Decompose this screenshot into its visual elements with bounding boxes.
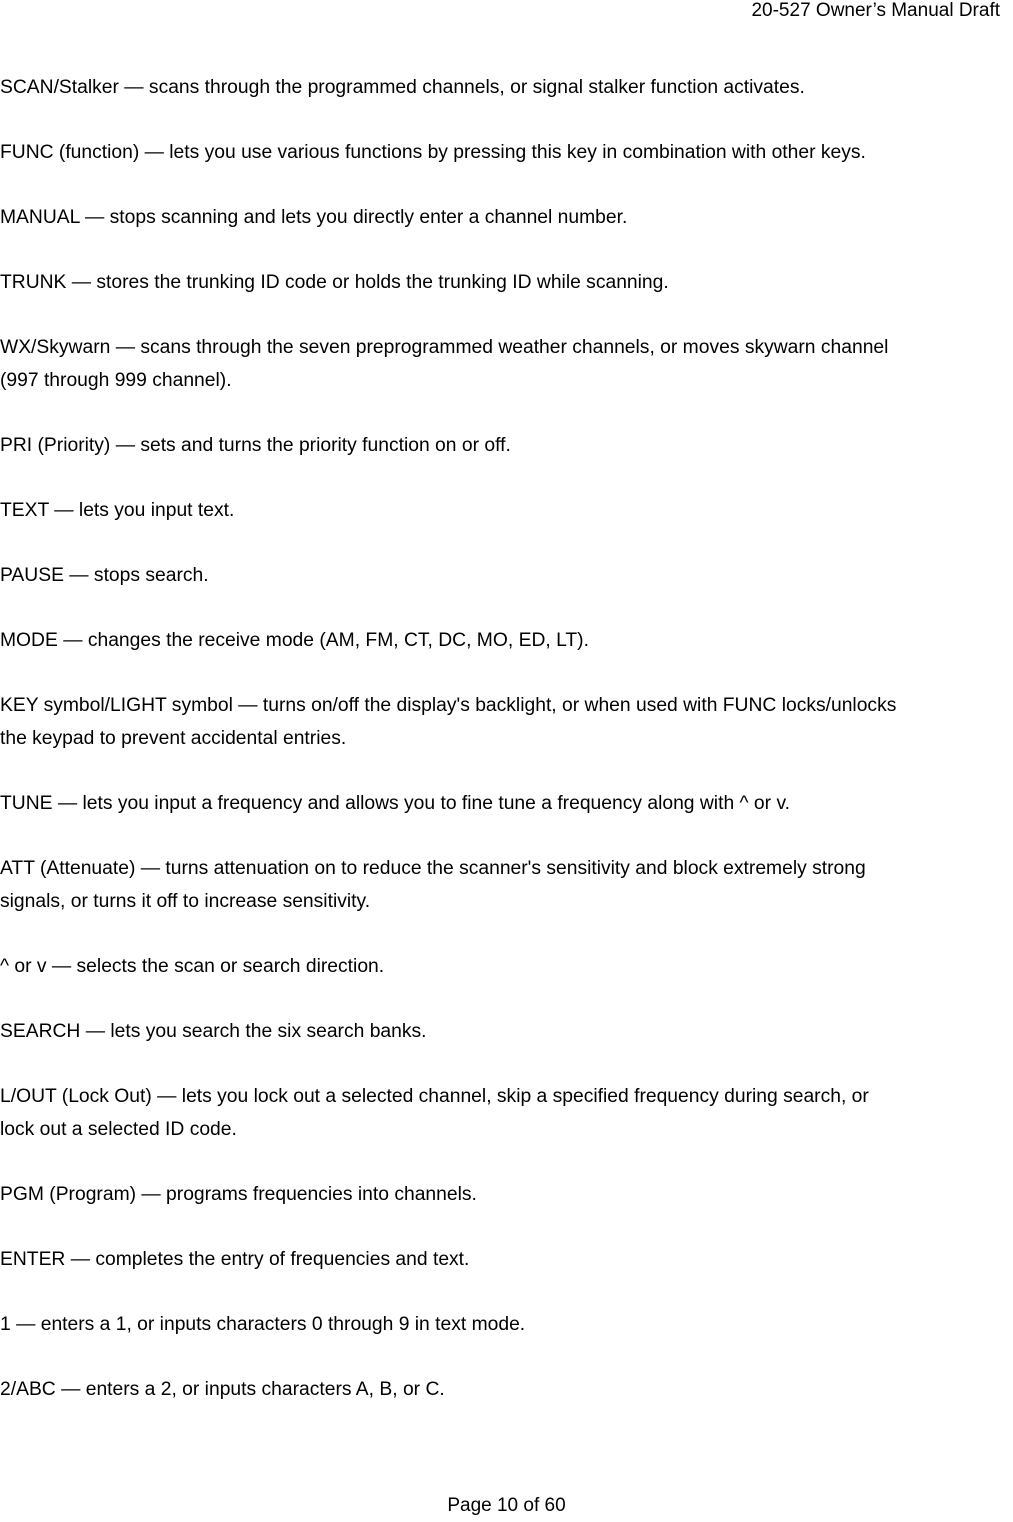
paragraph-line: ENTER — completes the entry of frequencies and text. (0, 1249, 470, 1270)
paragraph-line: (997 through 999 channel). (0, 370, 232, 391)
paragraph-line: L/OUT (Lock Out) — lets you lock out a selected channel, skip a specified frequency during search, or (0, 1086, 869, 1107)
key-description-paragraph (0, 429, 1013, 462)
key-description-paragraph (0, 559, 1013, 592)
paragraph-line: MODE — changes the receive mode (AM, FM, CT, DC, MO, ED, LT). (0, 630, 589, 651)
key-description-paragraph (0, 950, 1013, 983)
paragraph-line: TUNE — lets you input a frequency and allows you to fine tune a frequency along with ^ or v. (0, 793, 791, 814)
key-description-paragraph (0, 787, 1013, 820)
paragraph-line: WX/Skywarn — scans through the seven preprogrammed weather channels, or moves skywarn channel (0, 337, 889, 358)
key-description-paragraph (0, 71, 1013, 104)
paragraph-line: PGM (Program) — programs frequencies into channels. (0, 1184, 477, 1205)
key-description-paragraph (0, 852, 1013, 918)
page-number: Page 10 of 60 (447, 1495, 566, 1516)
paragraph-line: KEY symbol/LIGHT symbol — turns on/off the display's backlight, or when used with FUNC locks/unlocks (0, 695, 897, 716)
paragraph-line: FUNC (function) — lets you use various functions by pressing this key in combination with other keys. (0, 142, 866, 163)
paragraph-line: signals, or turns it off to increase sensitivity. (0, 891, 371, 912)
paragraph-line: the keypad to prevent accidental entries. (0, 728, 347, 749)
paragraph-line: 1 — enters a 1, or inputs characters 0 through 9 in text mode. (0, 1314, 526, 1335)
paragraph-line: SEARCH — lets you search the six search banks. (0, 1021, 427, 1042)
key-description-paragraph (0, 624, 1013, 657)
key-description-paragraph (0, 331, 1013, 397)
key-description-paragraph (0, 1080, 1013, 1146)
key-description-paragraph (0, 689, 1013, 755)
key-description-paragraph (0, 1178, 1013, 1211)
paragraph-line: PAUSE — stops search. (0, 565, 209, 586)
paragraph-line: ATT (Attenuate) — turns attenuation on to reduce the scanner's sensitivity and block extremely strong (0, 858, 866, 879)
paragraph-line: TRUNK — stores the trunking ID code or holds the trunking ID while scanning. (0, 272, 669, 293)
paragraph-line: MANUAL — stops scanning and lets you directly enter a channel number. (0, 207, 628, 228)
paragraph-line: lock out a selected ID code. (0, 1119, 237, 1140)
paragraph-line: SCAN/Stalker — scans through the programmed channels, or signal stalker function activates. (0, 77, 805, 98)
document-header: 20-527 Owner’s Manual Draft (751, 0, 1000, 21)
paragraph-line: PRI (Priority) — sets and turns the priority function on or off. (0, 435, 511, 456)
key-description-paragraph (0, 1015, 1013, 1048)
paragraph-line: 2/ABC — enters a 2, or inputs characters A, B, or C. (0, 1379, 445, 1400)
key-description-paragraph (0, 201, 1013, 234)
key-description-paragraph (0, 136, 1013, 169)
key-descriptions (0, 71, 1013, 1438)
key-description-paragraph (0, 266, 1013, 299)
paragraph-line: ^ or v — selects the scan or search direction. (0, 956, 385, 977)
paragraph-line: TEXT — lets you input text. (0, 500, 235, 521)
key-description-paragraph (0, 1243, 1013, 1276)
key-description-paragraph (0, 1308, 1013, 1341)
key-description-paragraph (0, 494, 1013, 527)
key-description-paragraph (0, 1373, 1013, 1406)
